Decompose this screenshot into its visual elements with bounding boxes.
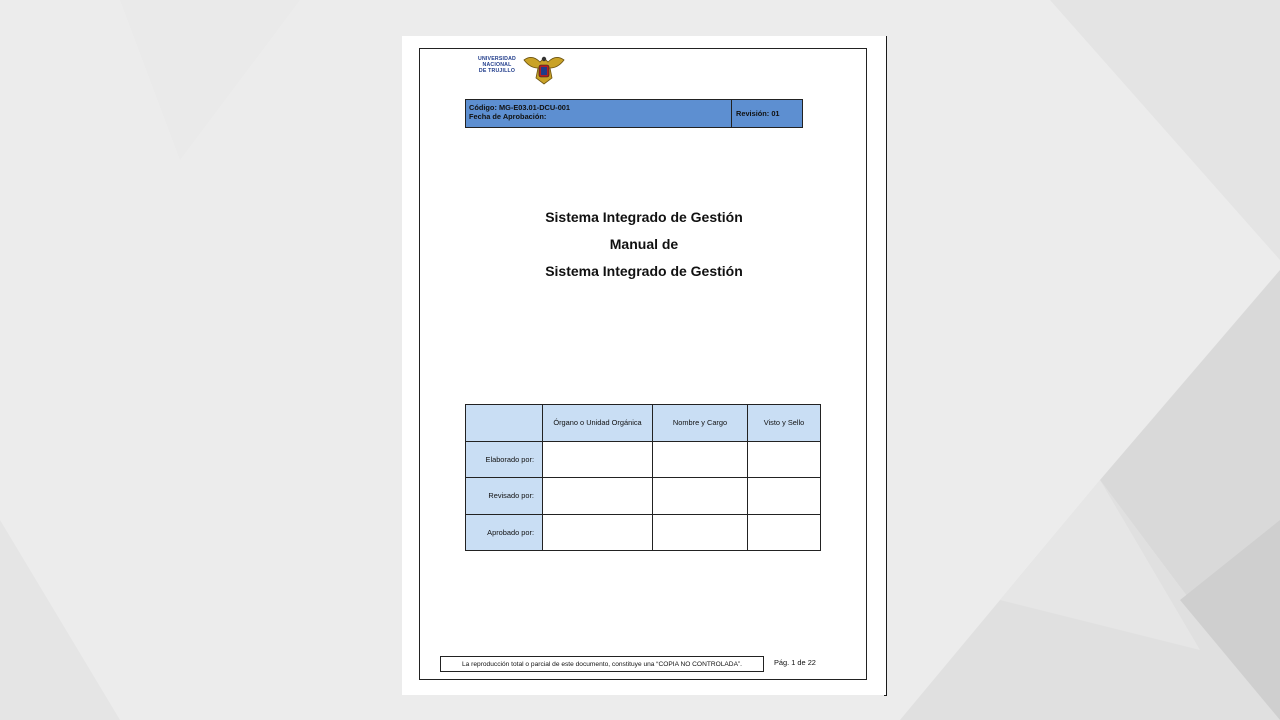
footer-notice: La reproducción total o parcial de este documento, constituye una “COPIA NO CONTROLADA”. — [440, 656, 764, 672]
approval-table-header — [466, 405, 821, 442]
cell-empty — [653, 441, 748, 478]
logo-line-1: UNIVERSIDAD — [478, 56, 516, 62]
cell-empty — [653, 478, 748, 515]
col-organo: Órgano o Unidad Orgánica — [543, 405, 653, 442]
university-logo — [468, 54, 568, 88]
document-page — [402, 36, 886, 695]
table-row — [466, 441, 821, 478]
table-row — [466, 514, 821, 551]
title-line-2: Manual de — [609, 236, 679, 252]
logo-line-3: DE TRUJILLO — [478, 68, 516, 74]
header-revision: Revisión: 01 — [736, 109, 780, 118]
cell-empty — [543, 441, 653, 478]
logo-text — [468, 56, 526, 74]
header-fecha: Fecha de Aprobación: — [469, 112, 547, 121]
row-elaborado: Elaborado por: — [466, 441, 543, 478]
eagle-seal-icon — [522, 52, 566, 86]
page-number: Pág. 1 de 22 — [774, 658, 816, 667]
cell-empty — [748, 514, 821, 551]
approval-table — [465, 404, 821, 551]
document-titles — [402, 204, 886, 285]
col-visto-sello: Visto y Sello — [748, 405, 821, 442]
cell-empty — [748, 441, 821, 478]
row-revisado: Revisado por: — [466, 478, 543, 515]
table-row — [466, 478, 821, 515]
page-frame — [419, 48, 867, 680]
logo-line-2: NACIONAL — [482, 62, 512, 68]
row-aprobado: Aprobado por: — [466, 514, 543, 551]
cell-empty — [543, 478, 653, 515]
cell-empty — [748, 478, 821, 515]
header-codigo: Código: MG-E03.01-DCU-001 — [469, 103, 571, 112]
document-header-table — [465, 99, 803, 128]
col-nombre-cargo: Nombre y Cargo — [653, 405, 748, 442]
cell-empty — [543, 514, 653, 551]
title-line-1: Sistema Integrado de Gestión — [545, 209, 743, 225]
header-empty-cell — [466, 405, 543, 442]
header-codigo-cell — [466, 100, 732, 127]
cell-empty — [653, 514, 748, 551]
title-line-3: Sistema Integrado de Gestión — [545, 263, 743, 279]
